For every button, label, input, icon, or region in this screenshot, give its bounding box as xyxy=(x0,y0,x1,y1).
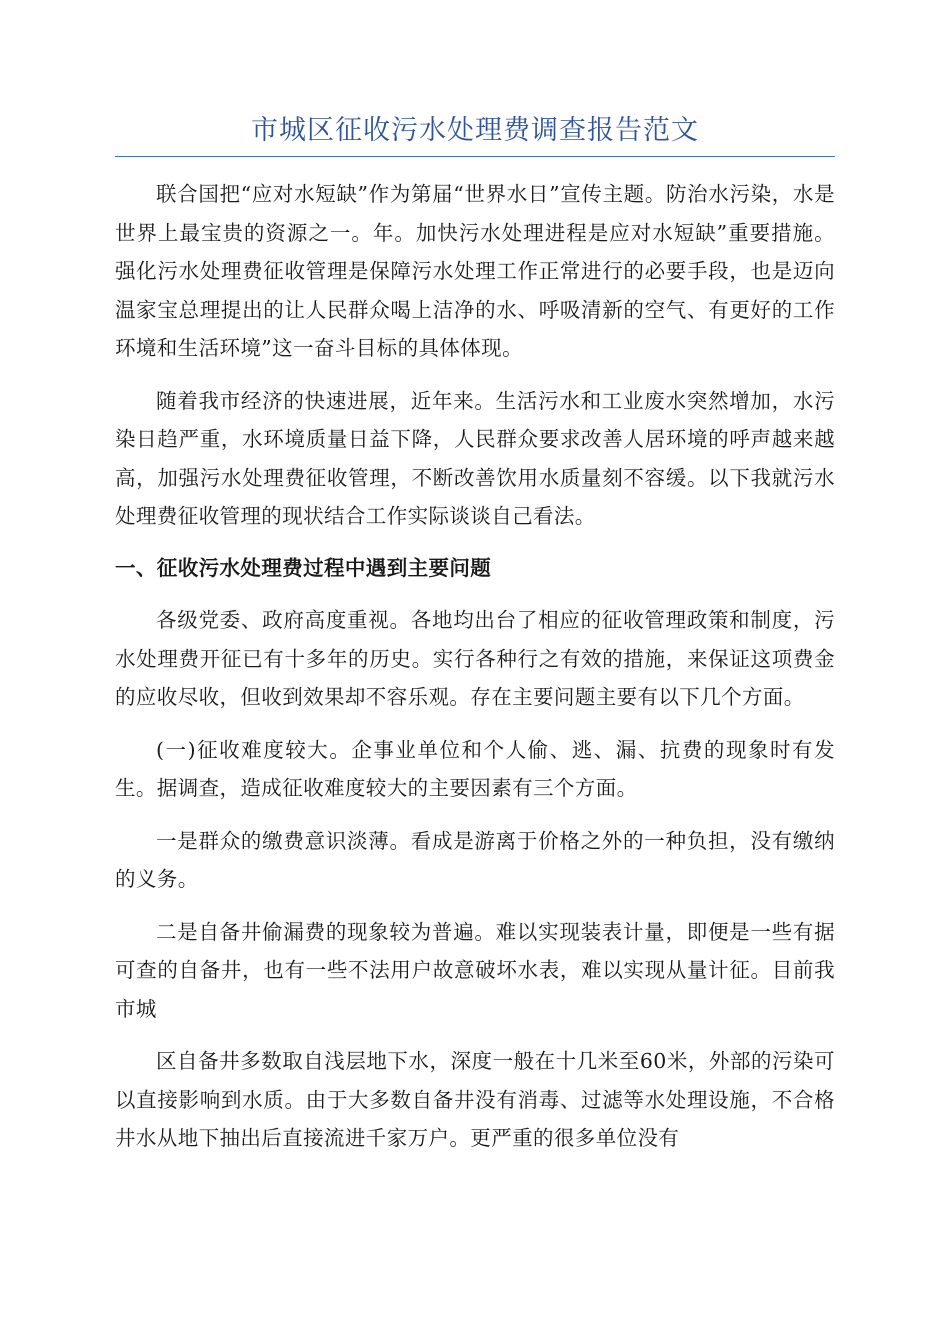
paragraph-collection-difficulty: (一)征收难度较大。企事业单位和个人偷、逃、漏、抗费的现象时有发生。据调查，造成征收难度较大的主要因素有三个方面。 xyxy=(115,737,835,800)
document-body xyxy=(115,108,835,1158)
paragraph-self-wells: 区自备井多数取自浅层地下水，深度一般在十几米至60米，外部的污染可以直接影响到水质。由于大多数自备井没有消毒、过滤等水处理设施，不合格井水从地下抽出后直接流进千家万户。更严重的很多单位没有 xyxy=(115,1049,835,1150)
paragraph-background: 随着我市经济的快速进展，近年来。生活污水和工业废水突然增加，水污染日趋严重，水环境质量日益下降，人民群众要求改善人居环境的呼声越来越高，加强污水处理费征收管理，不断改善饮用水质量刻不容缓。以下我就污水处理费征收管理的现状结合工作实际谈谈自己看法。 xyxy=(115,388,835,528)
document-title: 市城区征收污水处理费调查报告范文 xyxy=(115,108,835,157)
section-heading: 一、征收污水处理费过程中遇到主要问题 xyxy=(115,555,492,580)
paragraph-intro: 联合国把“应对水短缺”作为第届“世界水日”宣传主题。防治水污染，水是世界上最宝贵的资源之一。年。加快污水处理进程是应对水短缺”重要措施。强化污水处理费征收管理是保障污水处理工作正常进行的必要手段，也是迈向温家宝总理提出的让人民群众喝上洁净的水、呼吸清新的空气、有更好的工作环境和生活环境”这一奋斗目标的具体体现。 xyxy=(115,182,835,360)
paragraph-point-one: 一是群众的缴费意识淡薄。看成是游离于价格之外的一种负担，没有缴纳的义务。 xyxy=(115,828,835,891)
paragraph-problems-overview: 各级党委、政府高度重视。各地均出台了相应的征收管理政策和制度，污水处理费开征已有十多年的历史。实行各种行之有效的措施，来保证这项费金的应收尽收，但收到效果却不容乐观。存在主要问题主要有以下几个方面。 xyxy=(115,608,835,709)
paragraph-point-two: 二是自备井偷漏费的现象较为普遍。难以实现装表计量，即便是一些有据可查的自备井，也有一些不法用户故意破坏水表，难以实现从量计征。目前我市城 xyxy=(115,919,835,1021)
